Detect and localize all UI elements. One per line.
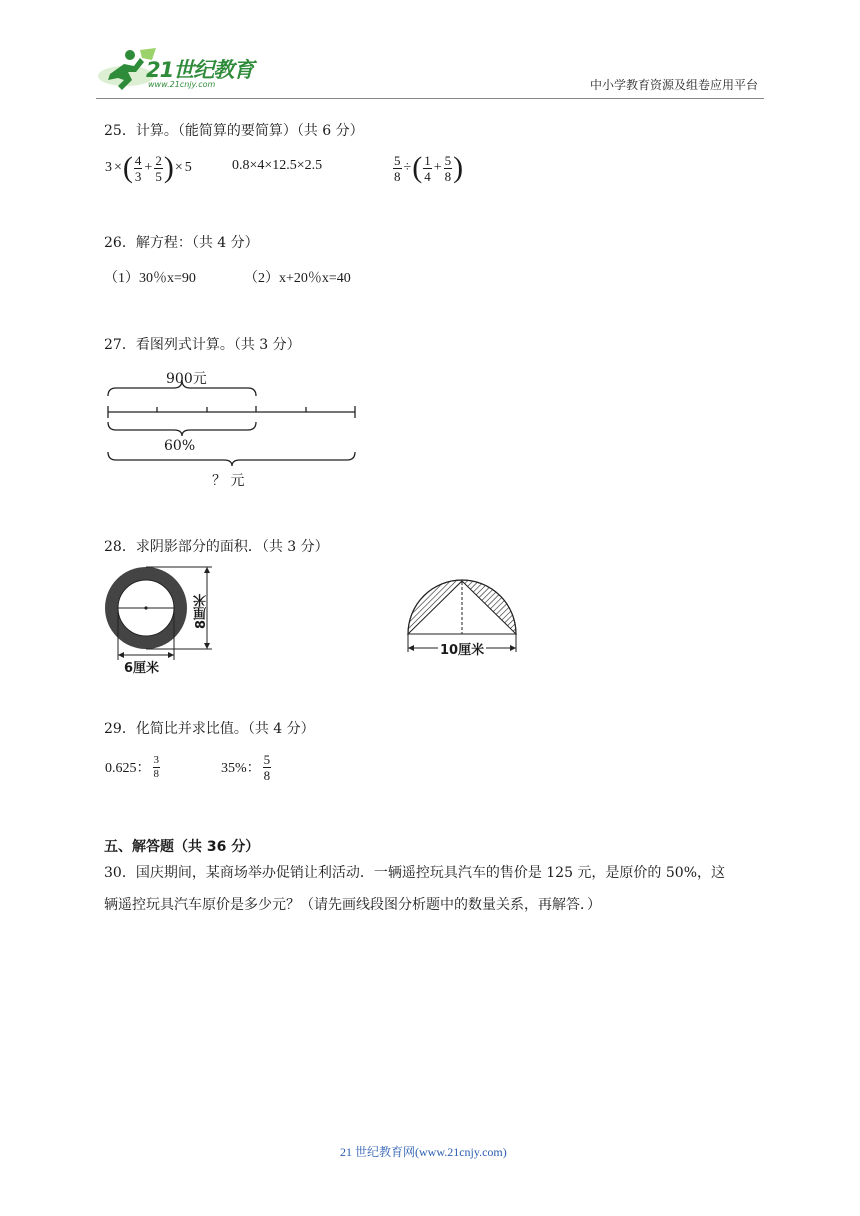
numerator: 3 [153,753,159,766]
header-divider [96,98,764,99]
footer-text: 21 世纪教育网(www.21cnjy.com) [340,1145,507,1159]
fraction [444,154,453,183]
logo-text: 21世纪教育 [146,58,254,82]
platform-title: 中小学教育资源及组卷应用平台 [589,78,758,92]
q29-r2-a: 35%： [221,761,261,776]
numerator: 5 [394,152,401,168]
fraction [153,755,161,780]
denominator: 8 [444,168,452,184]
denominator: 5 [155,168,162,184]
numerator: 2 [155,152,162,168]
denominator: 8 [394,168,401,184]
q25-expression-2: 0.8×4×12.5×2.5 [232,158,323,173]
fraction [154,154,163,183]
q26-equation-2: （2）x+20％x=40 [244,271,351,286]
q27-title: 27．看图列式计算。（共 3 分） [104,337,301,353]
numerator: 4 [134,152,142,168]
section-5-heading: 五、解答题（共 36 分） [104,839,260,855]
q26-title: 26．解方程：（共 4 分） [104,235,259,251]
q28-semicircle-figure [402,578,522,662]
fraction [393,154,402,183]
fraction [263,753,272,782]
q25-e1-plus: + [144,160,153,175]
right-paren: ) [163,151,174,184]
logo [96,46,266,94]
label-unknown-yuan: ？ 元 [212,473,245,489]
q30-line-2: 辆遥控玩具汽车原价是多少元？（请先画线段图分析题中的数量关系，再解答．） [104,897,601,913]
numerator: 5 [263,751,271,767]
denominator: 3 [134,168,142,184]
q30-line-1: 30．国庆期间，某商场举办促销让利活动．一辆遥控玩具汽车的售价是 125 元，是原价的 50%，这 [104,865,726,881]
q29-title: 29．化简比并求比值。（共 4 分） [104,721,315,737]
q25-expression-3 [392,148,463,188]
q25-e1-a: 3 [105,160,112,175]
q28-title: 28．求阴影部分的面积．（共 3 分） [104,539,329,555]
denominator: 8 [263,767,271,783]
left-paren: ( [412,151,423,184]
q29-ratio-1 [104,750,161,784]
q29-ratio-2 [220,750,272,784]
label-8cm: 8厘米 [194,594,209,630]
q25-e3-div: ÷ [403,160,412,175]
label-900-yuan: 900元 [166,371,207,387]
q25-e1-times2: × [174,160,183,175]
numerator: 1 [424,152,431,168]
denominator: 4 [424,168,431,184]
label-10cm: 10厘米 [438,639,486,658]
left-paren: ( [122,151,133,184]
label-60-percent: 60% [164,438,196,454]
q25-e1-times: × [114,160,122,175]
q25-expression-1 [104,148,193,188]
q27-line-diagram [100,366,370,492]
q25-e3-plus: + [433,160,442,175]
q25-title: 25．计算。（能简算的要简算）（共 6 分） [104,123,364,139]
q28-ring-figure [100,564,220,676]
q25-e1-b: 5 [184,160,192,175]
fraction [134,154,143,183]
q26-equation-1: （1）30％x=90 [104,271,196,286]
logo-url: www.21cnjy.com [148,80,216,89]
right-paren: ) [453,151,464,184]
denominator: 8 [153,767,159,780]
fraction [423,154,432,183]
q29-r1-a: 0.625： [105,761,151,776]
numerator: 5 [444,152,452,168]
label-6cm: 6厘米 [124,661,160,676]
